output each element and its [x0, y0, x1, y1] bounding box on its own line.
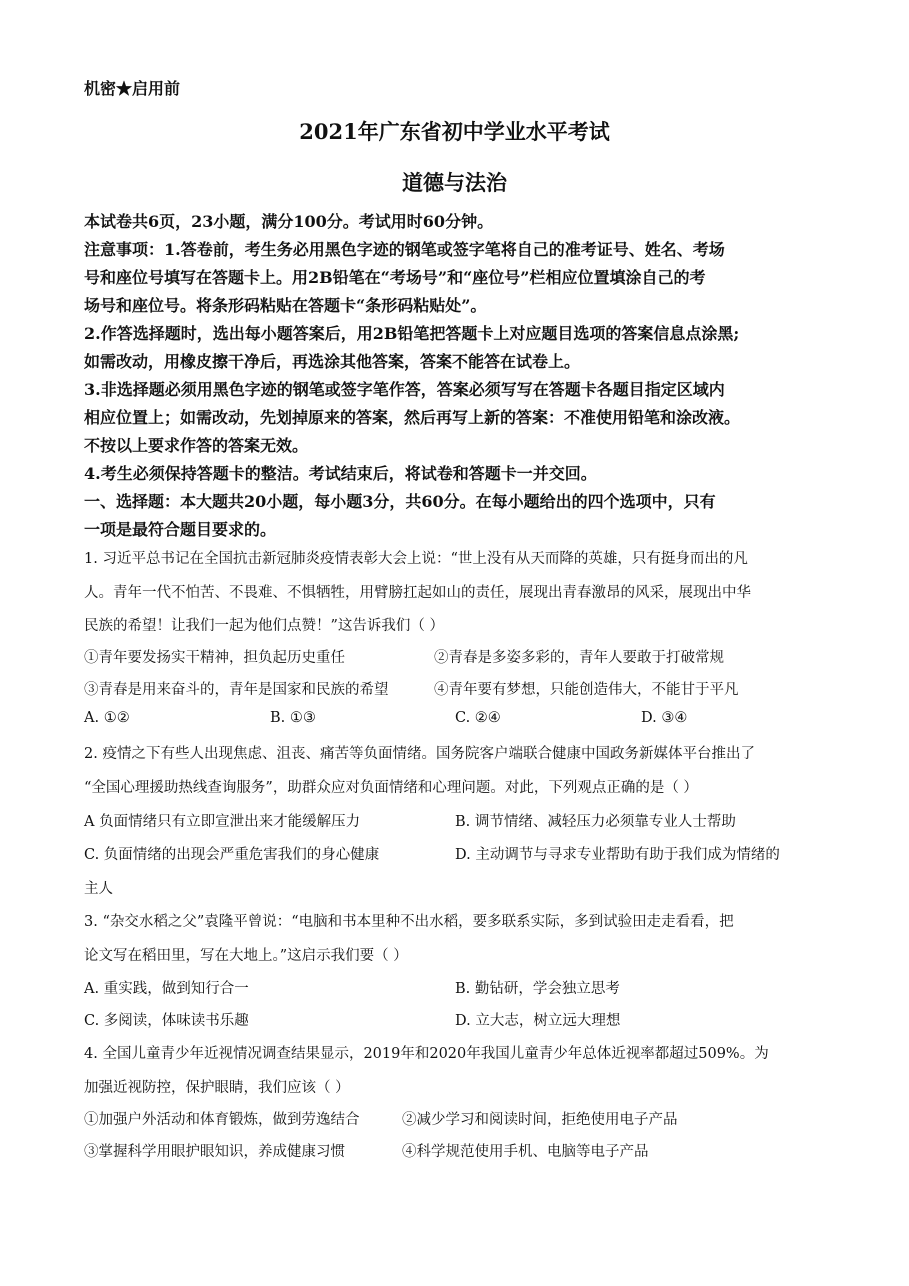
question-1-statement: ④青年要有梦想，只能创造伟大，不能甘于平凡: [434, 682, 739, 698]
question-2-option-b: B. 调节情绪、减轻压力必须靠专业人士帮助: [455, 814, 736, 830]
question-2-line: 2. 疫情之下有些人出现焦虑、沮丧、痛苦等负面情绪。国务院客户端联合健康中国政务新媒体平台推出了: [84, 746, 755, 762]
instruction-line: 3.非选择题必须用黑色字迹的钢笔或签字笔作答，答案必须写写在答题卡各题目指定区域内: [84, 380, 725, 399]
question-3-option-b: B. 勤钻研，学会独立思考: [455, 981, 620, 997]
instruction-line: 4.考生必须保持答题卡的整洁。考试结束后，将试卷和答题卡一并交回。: [84, 464, 597, 483]
question-2-option-d-continued: 主人: [84, 881, 113, 897]
section-heading: 一项是最符合题目要求的。: [84, 520, 277, 539]
question-1-statement: ①青年要发扬实干精神，担负起历史重任: [84, 650, 345, 666]
question-4-statement: ①加强户外活动和体育锻炼，做到劳逸结合: [84, 1112, 360, 1128]
question-1-line: 民族的希望！让我们一起为他们点赞！”这告诉我们（ ）: [84, 618, 445, 634]
question-2-line: “全国心理援助热线查询服务”，助群众应对负面情绪和心理问题。对此，下列观点正确的是（ ）: [84, 780, 698, 796]
section-heading: 一、选择题：本大题共20小题，每小题3分，共60分。在每小题给出的四个选项中，只有: [84, 492, 716, 511]
question-3-option-d: D. 立大志，树立远大理想: [455, 1013, 621, 1029]
question-3-option-c: C. 多阅读，体味读书乐趣: [84, 1013, 249, 1029]
instructions-intro: 本试卷共6页，23小题，满分100分。考试用时60分钟。: [84, 212, 494, 231]
question-2-option-a: A 负面情绪只有立即宣泄出来才能缓解压力: [84, 814, 361, 830]
instruction-line: 号和座位号填写在答题卡上。用2B铅笔在“考场号”和“座位号”栏相应位置填涂自己的考: [84, 268, 706, 287]
question-1-option-a: A. ①②: [84, 710, 130, 726]
question-3-option-a: A. 重实践，做到知行合一: [84, 981, 249, 997]
question-3-line: 3. “杂交水稻之父”袁隆平曾说：“电脑和书本里种不出水稻，要多联系实际，多到试验田走走看看，把: [84, 914, 734, 930]
question-1-line: 人。青年一代不怕苦、不畏难、不惧牺牲，用臂膀扛起如山的责任，展现出青春激昂的风采，展现出中华: [84, 585, 751, 601]
question-4-statement: ④科学规范使用手机、电脑等电子产品: [402, 1144, 649, 1160]
instruction-line: 相应位置上；如需改动，先划掉原来的答案，然后再写上新的答案：不准使用铅笔和涂改液。: [84, 408, 741, 427]
question-1-line: 1. 习近平总书记在全国抗击新冠肺炎疫情表彰大会上说：“世上没有从天而降的英雄，只有挺身而出的凡: [84, 551, 748, 567]
question-3-line: 论文写在稻田里，写在大地上。”这启示我们要（ ）: [84, 948, 408, 964]
question-2-option-d: D. 主动调节与寻求专业帮助有助于我们成为情绪的: [455, 847, 780, 863]
question-1-statement: ②青春是多姿多彩的，青年人要敢于打破常规: [434, 650, 724, 666]
question-4-line: 加强近视防控，保护眼睛，我们应该（ ）: [84, 1080, 350, 1096]
question-2-option-c: C. 负面情绪的出现会严重危害我们的身心健康: [84, 847, 380, 863]
instruction-line: 2.作答选择题时，选出每小题答案后，用2B铅笔把答题卡上对应题目选项的答案信息点涂黑;: [84, 324, 740, 343]
confidential-label: 机密★启用前: [84, 79, 181, 98]
question-1-option-b: B. ①③: [270, 710, 316, 726]
instruction-line: 如需改动，用橡皮擦干净后，再选涂其他答案，答案不能答在试卷上。: [84, 352, 581, 371]
question-1-option-c: C. ②④: [455, 710, 501, 726]
question-4-statement: ③掌握科学用眼护眼知识，养成健康习惯: [84, 1144, 345, 1160]
instruction-line: 注意事项：1.答卷前，考生务必用黑色字迹的钢笔或签字笔将自己的准考证号、姓名、考场: [84, 240, 725, 259]
exam-title: 2021年广东省初中学业水平考试: [299, 119, 610, 144]
question-4-statement: ②减少学习和阅读时间，拒绝使用电子产品: [402, 1112, 678, 1128]
subject-title: 道德与法治: [402, 170, 507, 195]
instruction-line: 场号和座位号。将条形码粘贴在答题卡“条形码粘贴处”。: [84, 296, 487, 315]
instruction-line: 不按以上要求作答的答案无效。: [84, 436, 309, 455]
question-4-line: 4. 全国儿童青少年近视情况调查结果显示，2019年和2020年我国儿童青少年总体近视率都超过509%。为: [84, 1046, 769, 1062]
question-1-statement: ③青春是用来奋斗的，青年是国家和民族的希望: [84, 682, 389, 698]
question-1-option-d: D. ③④: [641, 710, 688, 726]
